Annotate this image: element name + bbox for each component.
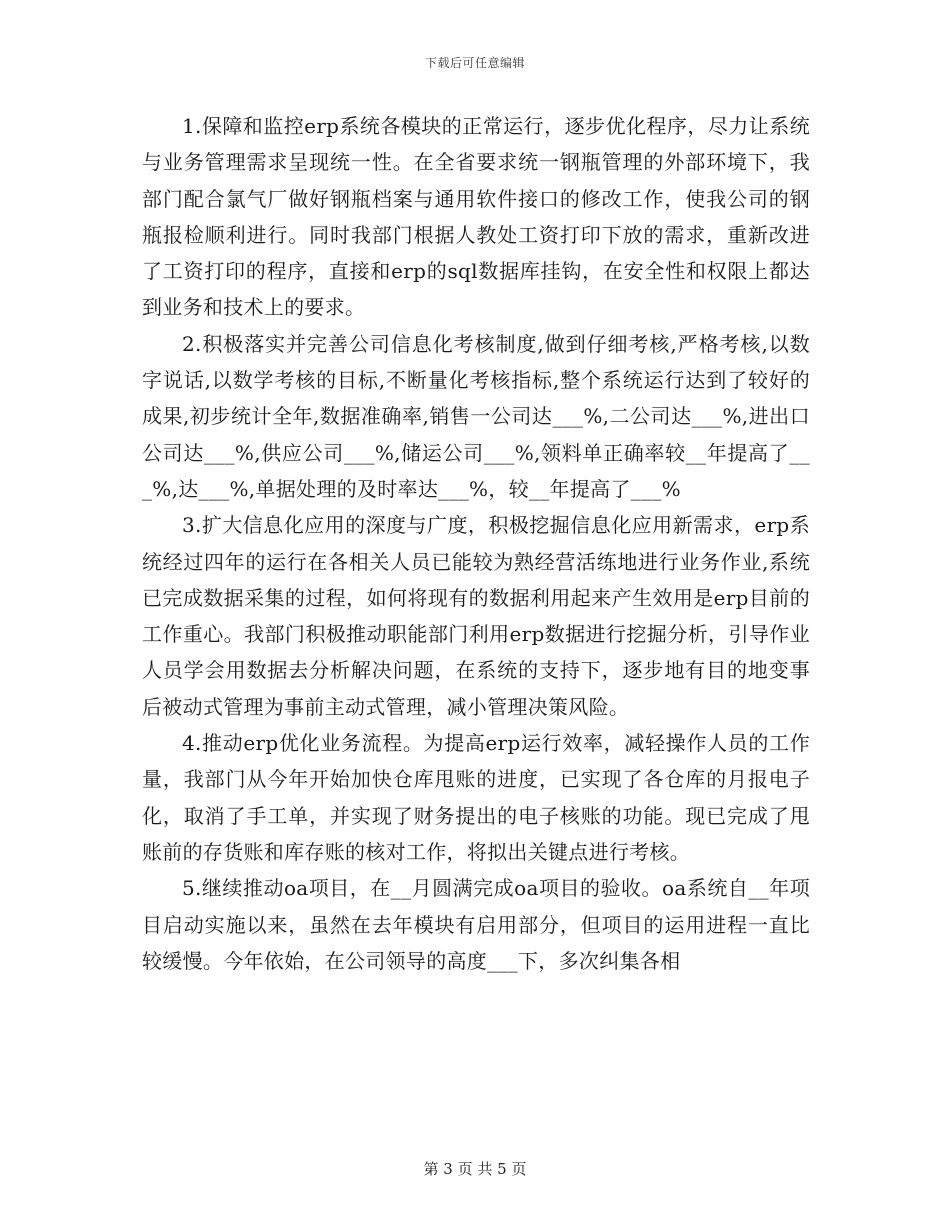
- paragraph-5: 5.继续推动oa项目，在__月圆满完成oa项目的验收。oa系统自__年项目启动实施以来，虽然在去年模块有启用部分，但项目的运用进程一直比较缓慢。今年依始，在公司领导的高度___下，多次纠集各相: [142, 876, 810, 973]
- paragraph-4: 4.推动erp优化业务流程。为提高erp运行效率，减轻操作人员的工作量，我部门从今年开始加快仓库甩账的进度，已实现了各仓库的月报电子化，取消了手工单，并实现了财务提出的电子核账的功能。现已完成了甩账前的存货账和库存账的核对工作，将拟出关键点进行考核。: [142, 731, 810, 864]
- paragraph-2: 2.积极落实并完善公司信息化考核制度,做到仔细考核,严格考核,以数字说话,以数学考核的目标,不断量化考核指标,整个系统运行达到了较好的成果,初步统计全年,数据准确率,销售一公司达___%,二公司达___%,进出口公司达___%,供应公司___%,储运公司___%,领料单正确率较__年提高了___%,达___%,单据处理的及时率达___%，较__年提高了___%: [142, 331, 810, 501]
- paragraph-1: 1.保障和监控erp系统各模块的正常运行，逐步优化程序，尽力让系统与业务管理需求呈现统一性。在全省要求统一钢瓶管理的外部环境下，我部门配合氯气厂做好钢瓶档案与通用软件接口的修改工作，使我公司的钢瓶报检顺利进行。同时我部门根据人教处工资打印下放的需求，重新改进了工资打印的程序，直接和erp的sql数据库挂钩，在安全性和权限上都达到业务和技术上的要求。: [142, 114, 810, 320]
- page-header: 下载后可任意编辑: [424, 56, 525, 70]
- document-body: [142, 108, 810, 979]
- paragraph-3: 3.扩大信息化应用的深度与广度，积极挖掘信息化应用新需求，erp系统经过四年的运行在各相关人员已能较为熟经营活练地进行业务作业,系统已完成数据采集的过程，如何将现有的数据利用起来产生效用是erp目前的工作重心。我部门积极推动职能部门利用erp数据进行挖掘分析，引导作业人员学会用数据去分析解决问题，在系统的支持下，逐步地有目的地变事后被动式管理为事前主动式管理，减小管理决策风险。: [142, 513, 810, 719]
- page-footer: 第 3 页 共 5 页: [423, 1160, 527, 1178]
